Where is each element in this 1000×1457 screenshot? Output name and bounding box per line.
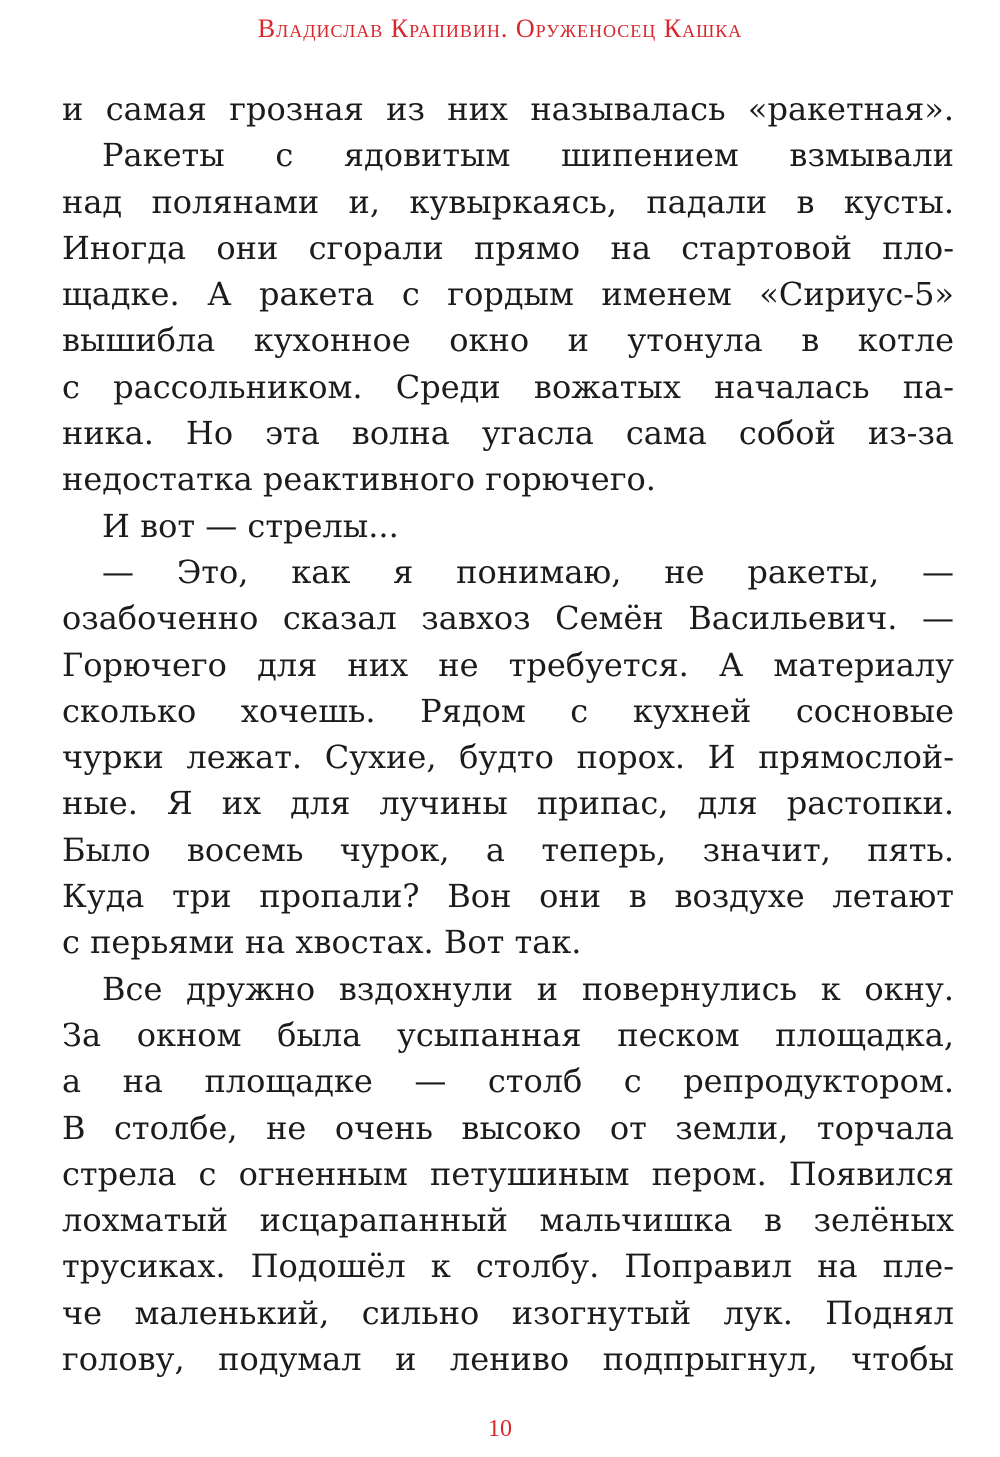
text-line: лохматый исцарапанный мальчишка в зелёных: [62, 1201, 954, 1240]
text-line: а на площадке — столб с репродуктором.: [62, 1062, 954, 1101]
text-line: че маленький, сильно изогнутый лук. Поднял: [62, 1293, 954, 1332]
text-line: щадке. А ракета с гордым именем «Сириус-5»: [62, 275, 954, 314]
text-line: — Это, как я понимаю, не ракеты, —: [102, 552, 954, 591]
text-line: озабоченно сказал завхоз Семён Васильевич. —: [62, 599, 954, 638]
text-line: Было восемь чурок, а теперь, значит, пять.: [62, 830, 954, 869]
text-line: вышибла кухонное окно и утонула в котле: [62, 321, 954, 360]
text-line: трусиках. Подошёл к столбу. Поправил на пле-: [62, 1247, 954, 1286]
text-line: с рассольником. Среди вожатых началась па-: [62, 367, 954, 406]
text-line: с перьями на хвостах. Вот так.: [62, 923, 582, 962]
text-line: ные. Я их для лучины припас, для растопки.: [62, 784, 954, 823]
text-line: недостатка реактивного горючего.: [62, 460, 656, 499]
text-line: чурки лежат. Сухие, будто порох. И прямослой-: [62, 738, 954, 777]
text-line: и самая грозная из них называлась «ракетная».: [62, 90, 954, 128]
text-line: В столбе, не очень высоко от земли, торчала: [62, 1108, 954, 1147]
text-line: И вот — стрелы...: [102, 506, 399, 545]
text-line: Горючего для них не требуется. А материалу: [62, 645, 954, 684]
text-line: ника. Но эта волна угасла сама собой из-за: [62, 414, 954, 453]
text-line: Все дружно вздохнули и повернулись к окну.: [102, 969, 954, 1008]
text-line: над полянами и, кувыркаясь, падали в кусты.: [62, 182, 954, 221]
text-line: Ракеты с ядовитым шипением взмывали: [102, 136, 954, 175]
book-text: [62, 86, 954, 1382]
page-number: 10: [488, 1416, 512, 1442]
text-line: сколько хочешь. Рядом с кухней сосновые: [62, 691, 954, 730]
text-line: За окном была усыпанная песком площадка,: [62, 1015, 954, 1054]
running-head-title: Владислав Крапивин. Оруженосец Кашка: [257, 14, 743, 43]
text-line: Куда три пропали? Вон они в воздухе летают: [62, 877, 954, 916]
text-line: Иногда они сгорали прямо на стартовой пло-: [62, 228, 954, 267]
text-line: голову, подумал и лениво подпрыгнул, чтобы: [62, 1340, 954, 1379]
text-line: стрела с огненным петушиным пером. Появился: [62, 1154, 954, 1193]
